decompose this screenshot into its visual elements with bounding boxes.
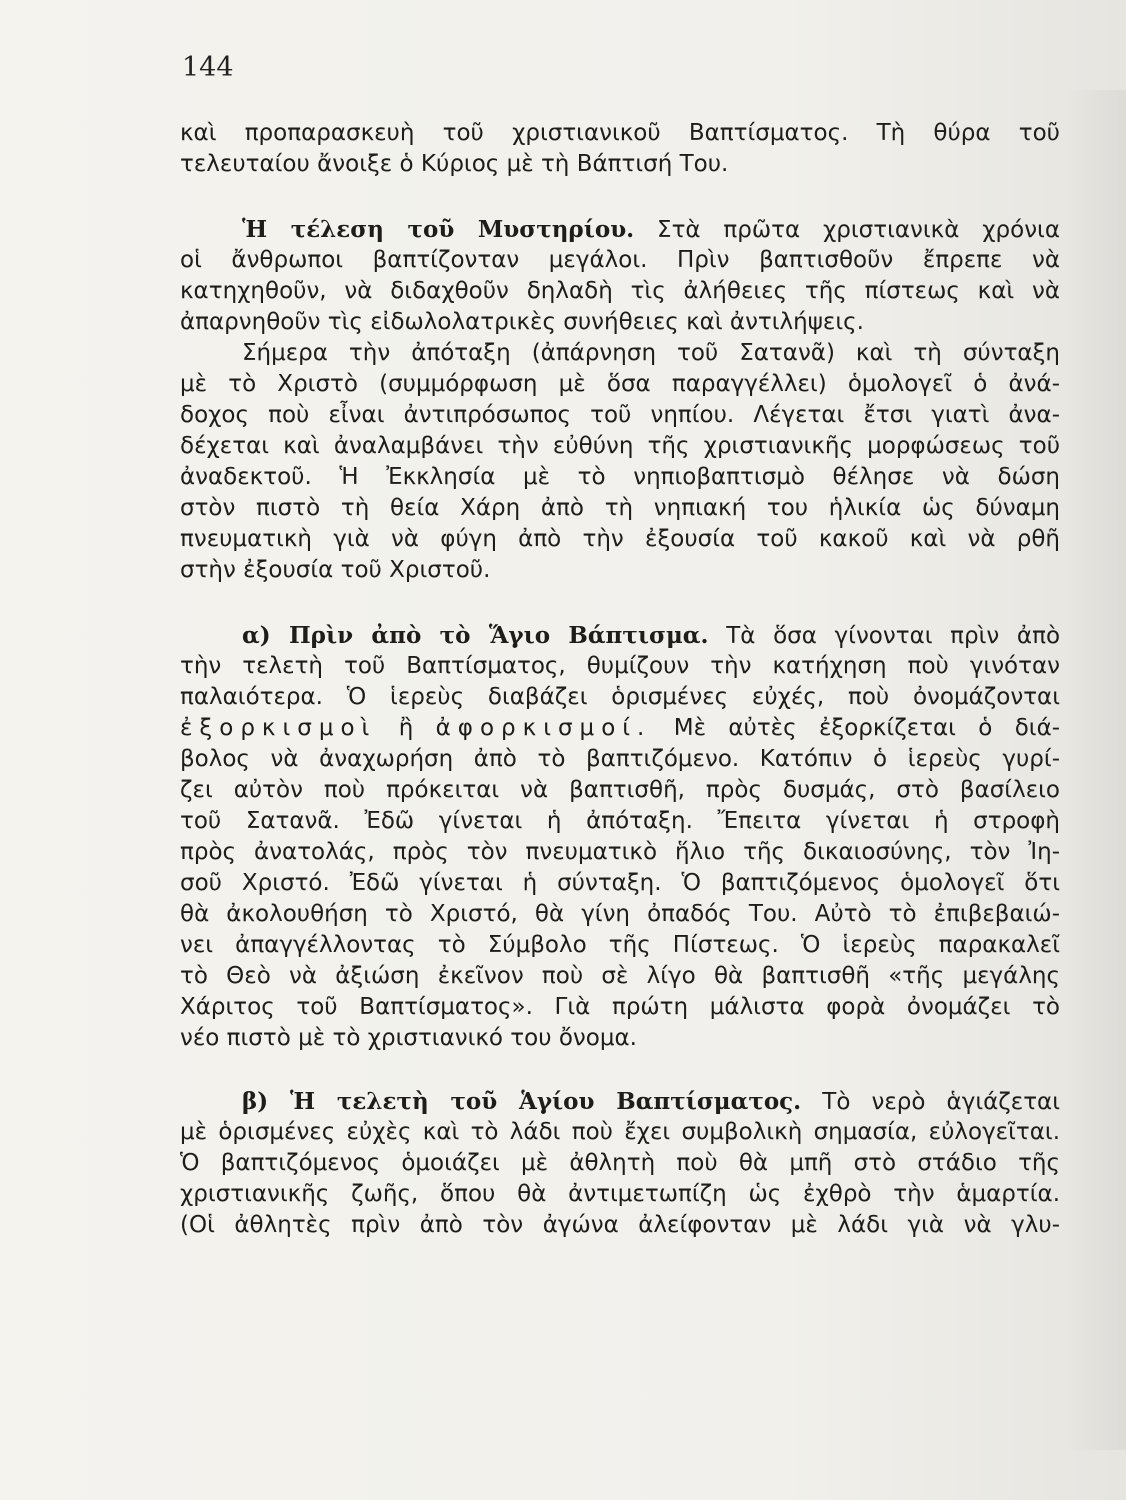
text-line: τὴν τελετὴ τοῦ Βαπτίσματος, θυμίζουν τὴν κατήχηση ποὺ γινόταν — [180, 653, 1060, 679]
text-line: χριστιανικῆς ζωῆς, ὅπου θὰ ἀντιμετωπίζη ὡς ἐχθρὸ τὴν ἁμαρτία. — [180, 1181, 1060, 1207]
section-1-first-line-text: Στὰ πρῶτα χριστιανικὰ χρόνια — [657, 217, 1060, 243]
text-line: Ὁ βαπτιζόμενος ὁμοιάζει μὲ ἀθλητὴ ποὺ θὰ μπῆ στὸ στάδιο τῆς — [180, 1150, 1060, 1176]
section-b-first-line-text: Τὸ νερὸ ἁγιάζεται — [822, 1089, 1060, 1115]
text-line: κατηχηθοῦν, νὰ διδαχθοῦν δηλαδὴ τὶς ἀλήθειες τῆς πίστεως καὶ νὰ — [180, 278, 1060, 304]
spaced-term-aforkismoi: ἀφορκισμοί. — [435, 715, 652, 741]
text-line: καὶ προπαρασκευὴ τοῦ χριστιανικοῦ Βαπτίσματος. Τὴ θύρα τοῦ — [180, 120, 1060, 146]
text-line: νέο πιστὸ μὲ τὸ χριστιανικό του ὄνομα. — [180, 1025, 637, 1051]
paragraph-gap — [180, 586, 1060, 620]
conjunction: ἢ — [398, 715, 414, 741]
text-line: τελευταίου ἄνοιξε ὁ Κύριος μὲ τὴ Βάπτισή Του. — [180, 151, 729, 177]
text-line: παλαιότερα. Ὁ ἱερεὺς διαβάζει ὁρισμένες εὐχές, ποὺ ὀνομάζονται — [180, 684, 1060, 710]
page-number: 144 — [182, 52, 234, 83]
text-line: στὴν ἐξουσία τοῦ Χριστοῦ. — [180, 557, 491, 583]
section-a-first-line — [180, 620, 1060, 651]
text-line: νει ἀπαγγέλλοντας τὸ Σύμβολο τῆς Πίστεως. Ὁ ἱερεὺς παρακαλεῖ — [180, 932, 1060, 958]
section-1-heading: Ἡ τέλεση τοῦ Μυστηρίου. — [242, 216, 635, 243]
text-line: ζει αὐτὸν ποὺ πρόκειται νὰ βαπτισθῆ, πρὸς δυσμάς, στὸ βασίλειο — [180, 777, 1060, 803]
line-rest: Μὲ αὐτὲς ἐξορκίζεται ὁ διά- — [673, 715, 1061, 741]
text-line: θὰ ἀκολουθήση τὸ Χριστό, θὰ γίνη ὀπαδός Του. Αὐτὸ τὸ ἐπιβεβαιώ- — [180, 901, 1060, 927]
text-line: μὲ ὁρισμένες εὐχὲς καὶ τὸ λάδι ποὺ ἔχει συμβολικὴ σημασία, εὐλογεῖται. — [180, 1119, 1060, 1145]
text-line: (Οἱ ἀθλητὲς πρὶν ἀπὸ τὸν ἀγώνα ἀλείφονταν μὲ λάδι γιὰ νὰ γλυ- — [180, 1212, 1060, 1238]
text-line: δέχεται καὶ ἀναλαμβάνει τὴν εὐθύνη τῆς χριστιανικῆς μορφώσεως τοῦ — [180, 433, 1060, 459]
text-line: μὲ τὸ Χριστὸ (συμμόρφωση μὲ ὅσα παραγγέλλει) ὁμολογεῖ ὁ ἀνά- — [180, 371, 1060, 397]
body-text — [180, 118, 1060, 1241]
spaced-term-exorkismoi: ἐξορκισμοὶ — [180, 715, 377, 741]
text-line: Χάριτος τοῦ Βαπτίσματος». Γιὰ πρώτη μάλιστα φορὰ ὀνομάζει τὸ — [180, 994, 1060, 1020]
text-line: δοχος ποὺ εἶναι ἀντιπρόσωπος τοῦ νηπίου. Λέγεται ἔτσι γιατὶ ἀνα- — [180, 402, 1060, 428]
text-line: Σήμερα τὴν ἀπόταξη (ἀπάρνηση τοῦ Σατανᾶ) καὶ τὴ σύνταξη — [242, 340, 1060, 366]
text-line: σοῦ Χριστό. Ἐδῶ γίνεται ἡ σύνταξη. Ὁ βαπτιζόμενος ὁμολογεῖ ὅτι — [180, 870, 1060, 896]
text-line: στὸν πιστὸ τὴ θεία Χάρη ἀπὸ τὴ νηπιακή του ἡλικία ὡς δύναμη — [180, 495, 1060, 521]
text-line: ἀπαρνηθοῦν τὶς εἰδωλολατρικὲς συνήθειες καὶ ἀντιλήψεις. — [180, 309, 864, 335]
page-shadow — [1066, 90, 1126, 1450]
text-line: βολος νὰ ἀναχωρήση ἀπὸ τὸ βαπτιζόμενο. Κατόπιν ὁ ἱερεὺς γυρί- — [180, 746, 1060, 772]
text-line: πνευματικὴ γιὰ νὰ φύγη ἀπὸ τὴν ἐξουσία τοῦ κακοῦ καὶ νὰ ρθῆ — [180, 526, 1060, 552]
text-line: πρὸς ἀνατολάς, πρὸς τὸν πνευματικὸ ἥλιο τῆς δικαιοσύνης, τὸν Ἰη- — [180, 839, 1060, 865]
section-b-first-line — [180, 1086, 1060, 1117]
paragraph-gap — [180, 180, 1060, 214]
spaced-terms-line — [180, 713, 1060, 744]
section-1-first-line — [180, 214, 1060, 245]
text-line: ἀναδεκτοῦ. Ἡ Ἐκκλησία μὲ τὸ νηπιοβαπτισμὸ θέλησε νὰ δώση — [180, 464, 1060, 490]
paragraph-gap — [180, 1054, 1060, 1086]
section-a-first-line-text: Τὰ ὅσα γίνονται πρὶν ἀπὸ — [726, 623, 1061, 649]
text-line: τὸ Θεὸ νὰ ἀξιώση ἐκεῖνον ποὺ σὲ λίγο θὰ βαπτισθῆ «τῆς μεγάλης — [180, 963, 1060, 989]
section-b-heading: β) Ἡ τελετὴ τοῦ Ἁγίου Βαπτίσματος. — [242, 1088, 802, 1115]
text-line: τοῦ Σατανᾶ. Ἐδῶ γίνεται ἡ ἀπόταξη. Ἔπειτα γίνεται ἡ στροφὴ — [180, 808, 1060, 834]
text-line: οἱ ἄνθρωποι βαπτίζονταν μεγάλοι. Πρὶν βαπτισθοῦν ἔπρεπε νὰ — [180, 247, 1060, 273]
section-a-heading: α) Πρὶν ἀπὸ τὸ Ἅγιο Βάπτισμα. — [242, 622, 709, 649]
